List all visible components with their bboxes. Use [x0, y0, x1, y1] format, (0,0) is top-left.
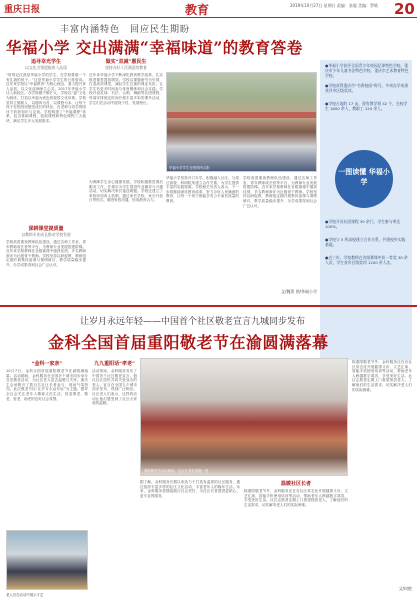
story2-col2 [92, 360, 137, 596]
newspaper-logo: 重庆日报 [4, 5, 41, 15]
col2-heading: 做实“双减”惠民生 [105, 59, 147, 65]
sidebar-infographic [320, 60, 412, 360]
sidebar-item: ●学校获得重庆市“书香校园”称号，多项办学成果获评市区级奖项。 [325, 83, 409, 93]
story2-col3-text: 据了解，金科服务长期以来致力于打造有温度的社区服务，通过组织丰富多样的社区文化活动，丰富老年人的晚年生活。未来，金科服务将继续践行社会责任，为社区长者提供更贴心、更专业的服务。 [140, 480, 240, 498]
story1-subhead: 丰富内涵特色 回应民生期盼 [60, 25, 191, 35]
story2-photo-caption: 重阳敬老节活动现场，社区长者们欢聚一堂 [144, 469, 209, 473]
infographic-badge: 一图读懂 华福小学 [335, 150, 393, 208]
story1-col4 [243, 176, 317, 302]
col2-subheading: 坚持办好人民满意的教育 [105, 65, 147, 70]
story1-col1 [6, 58, 86, 302]
story1-col2 [89, 58, 163, 302]
story2-headline: 金科全国首届重阳敬老节在渝圆满落幕 [48, 333, 329, 352]
story2-col4-text: 除重阳敬老节外，金科服务还在各社区常态化开展健康义诊、文艺汇演、智能手机使用培训等活动，帮助老年人跨越数字鸿沟，享受美好生活。社区志愿者定期上门看望独居老人，了解他们的生活需求，切实解决老人们的实际困难。 [244, 489, 348, 507]
story2-col2-heading: 九九重阳话“孝老” [94, 361, 135, 367]
story1-headline: 华福小学 交出满满“幸福味道”的教育答卷 [6, 38, 303, 57]
story1-col3 [166, 176, 239, 302]
story1-photo-label: 华福小学学生在校园内合影 [169, 166, 210, 170]
sidebar-item: ●华福小学获评全国青少年校园足球特色学校、重庆市少年儿童书法特色学校、重庆市艺术教育特色学校。 [325, 63, 409, 78]
photo-red-scarves [167, 112, 316, 118]
sidebar-item: ●学校开设社团课程 30 余门，学生参与率达 100%。 [325, 219, 401, 229]
col1-text: “时刻记住我是华福小学的学生，在学校要做一个有礼貌的孩子。”这是华福小学学生的日常誓词。近年来学校以“幸福教育”为核心理念，着力提升育人品质，以文化浸润师生心灵。2017年华福小学迁入新校区，办学规模不断扩大，学校以“福”文化为载体，打造以幸福为底色的校园文化体系。学校坚持立德树人，以德育为首，以课程为本，让每个孩子在校园里感受成长的快乐，在老师与同学的陪伴下收获知识与友谊。学校构建了“幸福课程”体系，包含基础课程、拓展课程和特色课程三大板块，满足学生多元发展需求。 [6, 73, 86, 123]
col4-heading: 深耕课堂提质量 [28, 226, 64, 232]
col3-text-cont: 学校高度重视教师队伍建设，通过名师工作室、青年教师成长营等平台，为教师专业发展搭建阶梯。近年来学校教师在各级赛课中屡获佳绩，多名教师被评为区级骨干教师。学校坚持以研促教，教研组定期开展集体备课与课例研讨，教学质量稳步提升，办学成果得到社会广泛认可。 [243, 176, 317, 208]
sidebar-item: ●近三年，学校教师在各级赛课中获一等奖 30 余人次，学生获市区级奖项 1200 余人次。 [325, 255, 408, 265]
dateline: 2019年10月27日 星期日 责编：张聪 美编：罗皓 [290, 3, 379, 8]
story2-subhead: 让岁月永远年轻——中国首个社区敬老宣言九城同步发布 [80, 317, 306, 327]
story2-col1-text: 10月7日，金科全国首届重阳敬老节在渝圆满落幕。活动期间，金科服务在全国多个城市同步举办各类敬老活动，为社区老人送去温暖与关怀。重庆主会场吸引了数百名社区长者参与，现场气氛热烈。此次敬老节以“让岁月永远年轻”为主题，倡导全社会关注老年人精神文化生活，营造尊老、敬老、爱老、助老的良好社会氛围。 [6, 369, 88, 401]
story2-byline: 文/何艳 [398, 586, 412, 591]
story2-small-photo [6, 530, 88, 590]
story2-col4 [244, 480, 348, 596]
col1-subheading: 以文化引领提振育人品质 [25, 65, 67, 70]
col2-text: 近年来华福小学不断深化教育教学改革，扎实推进课堂提质增效。学校以课题研究为引领，打造高效课堂，减轻学生过重的课业负担，让学生有更多时间参与体育锻炼和社会实践。学校开设足球、书法、合唱、舞蹈等社团课程，每周安排固定时间开展丰富多彩的课外活动，学生们在活动中展现个性、发展特长。 [89, 73, 163, 105]
story1-byline: 文/魏菁 图/华福小学 [281, 289, 317, 294]
section-title: 教育 [185, 3, 210, 17]
page-number: 20 [394, 0, 415, 18]
col4-subheading: 以教师专业成长推动学校发展 [21, 232, 71, 237]
story1-photo [166, 72, 317, 172]
story2-col5-text: 除重阳敬老节外，金科服务还在各社区常态化开展健康义诊、文艺汇演、智能手机使用培训等活动，帮助老年人跨越数字鸿沟，享受美好生活。社区志愿者定期上门看望独居老人，了解他们的生活需求，切实解决老人们的实际困难。 [352, 360, 412, 392]
story2-photo [140, 358, 348, 476]
sidebar-item: ●学校占地约 17 亩，现有教学班 42 个，在校学生 1800 余人，教职工 120 余人。 [325, 101, 408, 111]
col1-heading: 追寻幸光学生 [30, 59, 61, 65]
story2-col1 [6, 360, 88, 526]
section-divider [0, 305, 417, 307]
col4-text: 学校高度重视教师队伍建设，通过名师工作室、青年教师成长营等平台，为教师专业发展搭建阶梯。近年来学校教师在各级赛课中屡获佳绩，多名教师被评为区级骨干教师。学校坚持以研促教，教研组定期开展集体备课与课例研讨，教学质量稳步提升，办学成果得到社会广泛认可。 [6, 240, 86, 267]
sidebar-item: ●学校与 5 所高校建立合作关系，共建校外实践基地。 [325, 237, 406, 247]
story2-col2-text: 活动现场，金科服务发布了中国首个社区敬老宣言，倡议社区居民共同关爱身边的老人。宣言在全国九个城市同步发布，得到广泛响应。社区老人们表示，这样的活动让他们感受到了社区大家庭的温暖。 [92, 369, 137, 406]
story2-col3 [140, 480, 240, 596]
col5-text: 华福小学坚持开门办学，积极融入社区，与周边高校、科研院所建立合作关系，为学生提供丰富的实践资源。学校相关负责人表示，下一步将继续深化教育改革，努力办好人民满意的教育，让每一个孩子都能享有公平而有质量的教育。 [166, 176, 239, 203]
story2-col5 [352, 360, 412, 596]
story2-col1-heading: “金科一家亲” [31, 361, 63, 367]
col3-text: 为保障学生身心健康发展，学校积极推进课后服务工作，在课后为学生提供作业辅导与兴趣活动，切实解决家长接送难题。学校还建立了家校协同育人机制，通过家长学校、家长开放日等形式，增进家校沟通，形成教育合力。 [89, 180, 163, 203]
story2-col4-heading: 温暖社区长者 [280, 481, 311, 487]
story2-small-photo-caption: 老人们在活动中展示才艺 [6, 593, 44, 597]
